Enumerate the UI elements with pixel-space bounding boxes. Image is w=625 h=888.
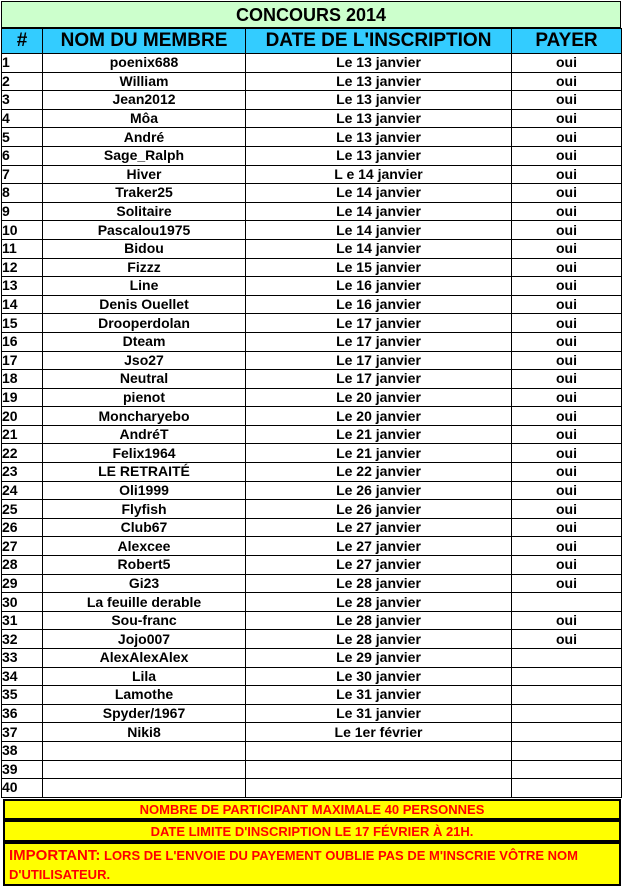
header-pay: PAYER — [512, 29, 622, 54]
table-row — [2, 91, 622, 110]
cell-number: 23 — [2, 463, 43, 482]
cell-paid — [512, 649, 622, 668]
cell-paid: oui — [512, 146, 622, 165]
cell-registration-date: Le 16 janvier — [246, 295, 512, 314]
cell-registration-date — [246, 760, 512, 779]
notice-important — [3, 842, 621, 886]
table-row — [2, 146, 622, 165]
table-row — [2, 723, 622, 742]
table-row — [2, 537, 622, 556]
table-row — [2, 649, 622, 668]
cell-paid: oui — [512, 277, 622, 296]
cell-number: 36 — [2, 704, 43, 723]
cell-member-name: Lila — [43, 667, 246, 686]
cell-member-name: Bidou — [43, 239, 246, 258]
cell-member-name: Flyfish — [43, 500, 246, 519]
notice-deadline: DATE LIMITE D'INSCRIPTION LE 17 FÉVRIER À 21H. — [3, 820, 621, 842]
table-row — [2, 165, 622, 184]
cell-member-name: Oli1999 — [43, 481, 246, 500]
cell-member-name: Line — [43, 277, 246, 296]
table-body — [2, 54, 622, 798]
table-row — [2, 425, 622, 444]
cell-member-name: LE RETRAITÉ — [43, 463, 246, 482]
cell-registration-date: Le 14 janvier — [246, 202, 512, 221]
cell-registration-date: Le 13 janvier — [246, 54, 512, 73]
cell-registration-date: Le 28 janvier — [246, 630, 512, 649]
cell-number: 22 — [2, 444, 43, 463]
cell-member-name: Robert5 — [43, 556, 246, 575]
table-row — [2, 72, 622, 91]
cell-paid: oui — [512, 295, 622, 314]
table-row — [2, 574, 622, 593]
cell-number: 17 — [2, 351, 43, 370]
header-name: NOM DU MEMBRE — [43, 29, 246, 54]
table-row — [2, 239, 622, 258]
cell-number: 33 — [2, 649, 43, 668]
cell-registration-date: L e 14 janvier — [246, 165, 512, 184]
cell-registration-date: Le 17 janvier — [246, 314, 512, 333]
cell-paid: oui — [512, 184, 622, 203]
cell-paid: oui — [512, 388, 622, 407]
cell-number: 21 — [2, 425, 43, 444]
cell-paid: oui — [512, 425, 622, 444]
cell-registration-date: Le 31 janvier — [246, 704, 512, 723]
cell-member-name: Moncharyebo — [43, 407, 246, 426]
cell-number: 15 — [2, 314, 43, 333]
cell-number: 35 — [2, 686, 43, 705]
cell-member-name: Dteam — [43, 332, 246, 351]
cell-paid: oui — [512, 258, 622, 277]
table-row — [2, 518, 622, 537]
cell-number: 19 — [2, 388, 43, 407]
table-row — [2, 109, 622, 128]
cell-number: 13 — [2, 277, 43, 296]
cell-registration-date: Le 13 janvier — [246, 128, 512, 147]
cell-member-name: Solitaire — [43, 202, 246, 221]
cell-number: 10 — [2, 221, 43, 240]
cell-member-name: Drooperdolan — [43, 314, 246, 333]
cell-number: 30 — [2, 593, 43, 612]
table-row — [2, 481, 622, 500]
cell-registration-date: Le 27 janvier — [246, 518, 512, 537]
cell-number: 28 — [2, 556, 43, 575]
registration-table — [1, 28, 622, 798]
cell-paid: oui — [512, 444, 622, 463]
cell-member-name: Jojo007 — [43, 630, 246, 649]
cell-paid: oui — [512, 202, 622, 221]
table-row — [2, 556, 622, 575]
table-row — [2, 667, 622, 686]
cell-member-name: Lamothe — [43, 686, 246, 705]
cell-member-name: Sou-franc — [43, 611, 246, 630]
cell-member-name: AlexAlexAlex — [43, 649, 246, 668]
cell-member-name: Fizzz — [43, 258, 246, 277]
table-row — [2, 295, 622, 314]
cell-paid: oui — [512, 54, 622, 73]
notice-max-participants: NOMBRE DE PARTICIPANT MAXIMALE 40 PERSONNES — [3, 799, 621, 820]
cell-registration-date: Le 28 janvier — [246, 611, 512, 630]
cell-member-name: André — [43, 128, 246, 147]
cell-number: 12 — [2, 258, 43, 277]
cell-paid: oui — [512, 165, 622, 184]
important-text: LORS DE L'ENVOIE DU PAYEMENT OUBLIE PAS DE M'INSCRIE VÔTRE NOM D'UTILISATEUR. — [9, 848, 578, 882]
cell-number: 25 — [2, 500, 43, 519]
header-date: DATE DE L'INSCRIPTION — [246, 29, 512, 54]
cell-paid: oui — [512, 314, 622, 333]
cell-paid: oui — [512, 351, 622, 370]
cell-number: 24 — [2, 481, 43, 500]
cell-registration-date: Le 17 janvier — [246, 370, 512, 389]
table-row — [2, 444, 622, 463]
table-row — [2, 407, 622, 426]
cell-member-name: Alexcee — [43, 537, 246, 556]
cell-number: 31 — [2, 611, 43, 630]
cell-number: 5 — [2, 128, 43, 147]
table-row — [2, 388, 622, 407]
cell-registration-date: Le 13 janvier — [246, 146, 512, 165]
cell-member-name: Traker25 — [43, 184, 246, 203]
cell-paid: oui — [512, 109, 622, 128]
cell-registration-date: Le 30 janvier — [246, 667, 512, 686]
cell-paid: oui — [512, 556, 622, 575]
cell-number: 7 — [2, 165, 43, 184]
table-row — [2, 54, 622, 73]
cell-member-name: Spyder/1967 — [43, 704, 246, 723]
cell-registration-date: Le 16 janvier — [246, 277, 512, 296]
cell-member-name: William — [43, 72, 246, 91]
cell-registration-date: Le 13 janvier — [246, 72, 512, 91]
cell-number: 18 — [2, 370, 43, 389]
table-row — [2, 370, 622, 389]
cell-paid: oui — [512, 537, 622, 556]
cell-number: 9 — [2, 202, 43, 221]
cell-member-name: Club67 — [43, 518, 246, 537]
cell-number: 32 — [2, 630, 43, 649]
cell-member-name: Sage_Ralph — [43, 146, 246, 165]
cell-paid — [512, 704, 622, 723]
cell-member-name: Neutral — [43, 370, 246, 389]
cell-member-name: Gi23 — [43, 574, 246, 593]
cell-registration-date: Le 27 janvier — [246, 537, 512, 556]
cell-number: 37 — [2, 723, 43, 742]
table-row — [2, 760, 622, 779]
cell-number: 8 — [2, 184, 43, 203]
cell-member-name: poenix688 — [43, 54, 246, 73]
table-row — [2, 202, 622, 221]
table-row — [2, 593, 622, 612]
cell-registration-date: Le 14 janvier — [246, 184, 512, 203]
cell-registration-date: Le 26 janvier — [246, 481, 512, 500]
table-row — [2, 611, 622, 630]
table-row — [2, 704, 622, 723]
table-row — [2, 463, 622, 482]
cell-number: 6 — [2, 146, 43, 165]
cell-number: 38 — [2, 741, 43, 760]
cell-member-name: Hiver — [43, 165, 246, 184]
table-row — [2, 184, 622, 203]
cell-member-name: pienot — [43, 388, 246, 407]
cell-paid: oui — [512, 518, 622, 537]
cell-number: 27 — [2, 537, 43, 556]
cell-registration-date: Le 14 janvier — [246, 239, 512, 258]
cell-registration-date: Le 22 janvier — [246, 463, 512, 482]
table-row — [2, 351, 622, 370]
cell-paid: oui — [512, 332, 622, 351]
table-row — [2, 258, 622, 277]
cell-registration-date: Le 21 janvier — [246, 425, 512, 444]
cell-registration-date: Le 1er février — [246, 723, 512, 742]
header-num: # — [2, 29, 43, 54]
table-row — [2, 630, 622, 649]
table-row — [2, 128, 622, 147]
cell-registration-date: Le 29 janvier — [246, 649, 512, 668]
cell-number: 29 — [2, 574, 43, 593]
cell-number: 16 — [2, 332, 43, 351]
cell-paid: oui — [512, 500, 622, 519]
cell-registration-date: Le 17 janvier — [246, 332, 512, 351]
cell-paid — [512, 686, 622, 705]
cell-paid — [512, 593, 622, 612]
cell-registration-date: Le 20 janvier — [246, 388, 512, 407]
cell-member-name: AndréT — [43, 425, 246, 444]
cell-paid: oui — [512, 463, 622, 482]
cell-paid: oui — [512, 574, 622, 593]
cell-member-name — [43, 741, 246, 760]
cell-number: 3 — [2, 91, 43, 110]
cell-paid: oui — [512, 221, 622, 240]
important-label: IMPORTANT: — [9, 847, 101, 864]
cell-member-name: Môa — [43, 109, 246, 128]
table-row — [2, 277, 622, 296]
cell-registration-date: Le 28 janvier — [246, 593, 512, 612]
cell-number: 40 — [2, 779, 43, 798]
cell-paid — [512, 667, 622, 686]
cell-number: 11 — [2, 239, 43, 258]
table-row — [2, 332, 622, 351]
cell-number: 20 — [2, 407, 43, 426]
cell-paid: oui — [512, 370, 622, 389]
cell-paid: oui — [512, 630, 622, 649]
cell-member-name: Pascalou1975 — [43, 221, 246, 240]
table-row — [2, 686, 622, 705]
cell-paid: oui — [512, 91, 622, 110]
cell-registration-date: Le 27 janvier — [246, 556, 512, 575]
cell-number: 1 — [2, 54, 43, 73]
cell-member-name: Denis Ouellet — [43, 295, 246, 314]
cell-member-name: Jean2012 — [43, 91, 246, 110]
cell-registration-date: Le 26 janvier — [246, 500, 512, 519]
cell-registration-date: Le 13 janvier — [246, 109, 512, 128]
cell-registration-date: Le 21 janvier — [246, 444, 512, 463]
header-row — [2, 29, 622, 54]
cell-registration-date: Le 15 janvier — [246, 258, 512, 277]
cell-member-name — [43, 779, 246, 798]
cell-paid — [512, 779, 622, 798]
cell-member-name — [43, 760, 246, 779]
table-row — [2, 500, 622, 519]
cell-registration-date: Le 17 janvier — [246, 351, 512, 370]
cell-registration-date: Le 31 janvier — [246, 686, 512, 705]
cell-paid: oui — [512, 407, 622, 426]
cell-registration-date: Le 14 janvier — [246, 221, 512, 240]
cell-registration-date — [246, 741, 512, 760]
cell-paid — [512, 760, 622, 779]
cell-member-name: Niki8 — [43, 723, 246, 742]
cell-registration-date: Le 20 janvier — [246, 407, 512, 426]
table-row — [2, 741, 622, 760]
cell-number: 4 — [2, 109, 43, 128]
cell-member-name: Jso27 — [43, 351, 246, 370]
cell-paid: oui — [512, 611, 622, 630]
cell-registration-date: Le 28 janvier — [246, 574, 512, 593]
cell-number: 34 — [2, 667, 43, 686]
cell-member-name: La feuille derable — [43, 593, 246, 612]
cell-paid: oui — [512, 128, 622, 147]
cell-number: 39 — [2, 760, 43, 779]
cell-paid: oui — [512, 481, 622, 500]
table-row — [2, 221, 622, 240]
cell-paid — [512, 741, 622, 760]
cell-registration-date — [246, 779, 512, 798]
cell-number: 2 — [2, 72, 43, 91]
table-row — [2, 779, 622, 798]
cell-registration-date: Le 13 janvier — [246, 91, 512, 110]
sheet-title: CONCOURS 2014 — [1, 1, 621, 28]
cell-paid — [512, 723, 622, 742]
cell-number: 26 — [2, 518, 43, 537]
cell-paid: oui — [512, 72, 622, 91]
cell-paid: oui — [512, 239, 622, 258]
table-row — [2, 314, 622, 333]
cell-member-name: Felix1964 — [43, 444, 246, 463]
cell-number: 14 — [2, 295, 43, 314]
